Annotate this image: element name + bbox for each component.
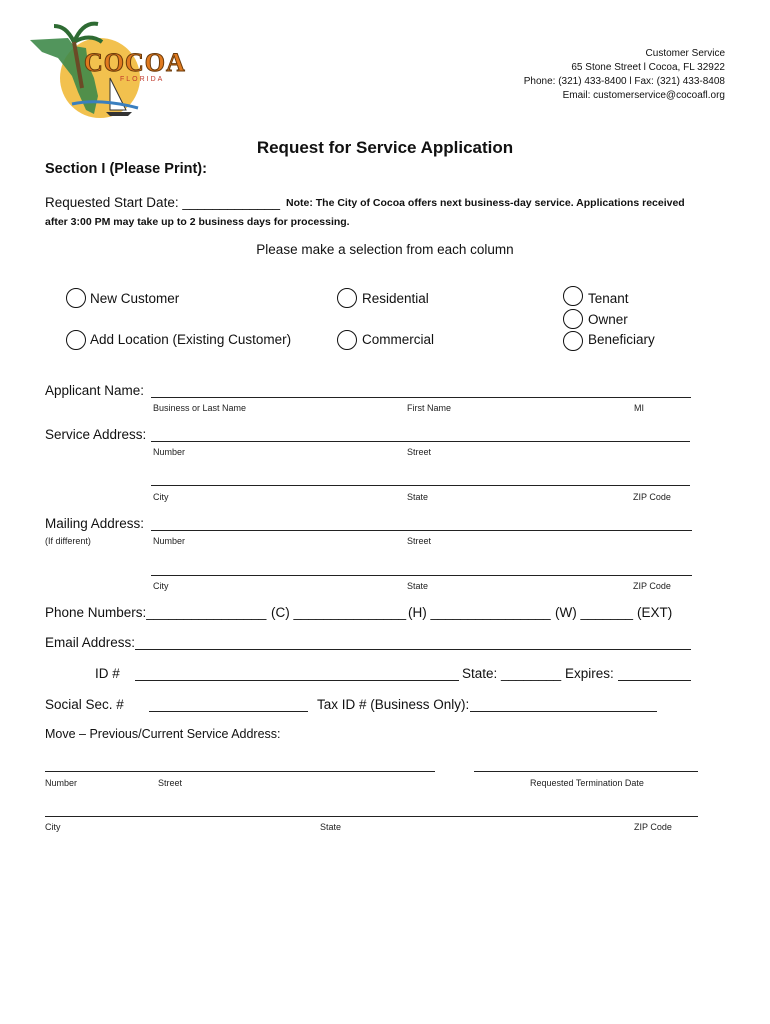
ssn-label: Social Sec. # (45, 697, 124, 712)
note-line-2: after 3:00 PM may take up to 2 business days for processing. (45, 216, 350, 228)
id-expires-field[interactable] (618, 680, 691, 681)
move-address-label: Move – Previous/Current Service Address: (45, 727, 281, 741)
section-heading: Section I (Please Print): (45, 161, 207, 177)
start-date-field[interactable]: _____________ (182, 195, 280, 210)
logo-wordmark: COCOA (84, 48, 186, 77)
label-tenant: Tenant (588, 291, 629, 306)
move-number-caption: Number (45, 778, 78, 788)
applicant-label: Applicant Name: (45, 383, 145, 398)
selection-instruction: Please make a selection from each column (256, 242, 514, 257)
city-logo (28, 18, 190, 124)
start-date-label: Requested Start Date: (45, 195, 179, 210)
mailing-city-caption: City (153, 581, 169, 591)
id-expires-label: Expires: (565, 666, 614, 681)
contact-dept: Customer Service (645, 48, 725, 59)
contact-phone: Phone: (321) 433-8400 l Fax: (321) 433-8408 (523, 76, 725, 87)
mailing-state-caption: State (407, 581, 429, 591)
mailing-city-field[interactable] (151, 575, 692, 576)
move-city-field[interactable] (45, 816, 698, 817)
radio-add-location[interactable] (66, 330, 86, 350)
label-commercial: Commercial (362, 332, 435, 347)
label-new-customer: New Customer (90, 291, 180, 306)
service-street-caption: Street (407, 447, 432, 457)
tax-id-label: Tax ID # (Business Only): (317, 697, 470, 712)
applicant-first-caption: First Name (407, 403, 452, 413)
move-city-caption: City (45, 822, 61, 832)
service-city-field[interactable] (151, 485, 690, 486)
move-street-field[interactable] (45, 771, 435, 772)
label-residential: Residential (362, 291, 429, 306)
service-number-caption: Number (153, 447, 186, 457)
applicant-mi-caption: MI (634, 403, 644, 413)
ssn-field[interactable] (149, 711, 308, 712)
service-address-label: Service Address: (45, 427, 147, 442)
contact-email: Email: customerservice@cocoafl.org (562, 90, 725, 101)
id-state-field[interactable]: State: ________ (462, 666, 562, 681)
move-termination-field[interactable] (474, 771, 698, 772)
move-street-caption: Street (158, 778, 183, 788)
id-label: ID # (95, 666, 120, 681)
contact-block (524, 47, 725, 103)
note-line-1: Note: The City of Cocoa offers next business-day service. Applications received (286, 197, 685, 209)
mailing-address-label: Mailing Address: (45, 516, 145, 531)
form-title: Request for Service Application (256, 138, 514, 157)
logo-subtext: FLORIDA (120, 76, 165, 83)
mailing-street-caption: Street (407, 536, 432, 546)
email-label: Email Address: (45, 635, 136, 650)
label-add-location: Add Location (Existing Customer) (90, 332, 292, 347)
radio-owner[interactable] (563, 309, 583, 329)
move-termination-caption: Requested Termination Date (530, 778, 644, 788)
radio-new-customer[interactable] (66, 288, 86, 308)
mailing-zip-caption: ZIP Code (633, 581, 671, 591)
label-owner: Owner (588, 312, 628, 327)
mailing-number-caption: Number (153, 536, 186, 546)
phone-ext-label: (EXT) (637, 605, 673, 620)
id-number-field[interactable] (135, 680, 459, 681)
mailing-ifdiff-caption: (If different) (45, 536, 91, 546)
applicant-name-field[interactable] (151, 397, 691, 398)
service-zip-caption: ZIP Code (633, 492, 671, 502)
phone-numbers-label[interactable]: Phone Numbers:________________ (45, 605, 267, 620)
radio-residential[interactable] (337, 288, 357, 308)
radio-commercial[interactable] (337, 330, 357, 350)
mailing-street-field[interactable] (151, 530, 692, 531)
label-beneficiary: Beneficiary (588, 332, 655, 347)
service-state-caption: State (407, 492, 429, 502)
phone-home-field[interactable]: (H) ________________ (408, 605, 551, 620)
email-field[interactable] (135, 649, 691, 650)
phone-work-field[interactable]: (W) _______ (555, 605, 634, 620)
move-zip-caption: ZIP Code (634, 822, 672, 832)
move-state-caption: State (320, 822, 342, 832)
phone-cell-field[interactable]: (C) _______________ (271, 605, 407, 620)
tax-id-field[interactable] (470, 711, 657, 712)
radio-tenant[interactable] (563, 286, 583, 306)
radio-beneficiary[interactable] (563, 331, 583, 351)
service-street-field[interactable] (151, 441, 690, 442)
contact-address: 65 Stone Street l Cocoa, FL 32922 (571, 62, 725, 73)
service-city-caption: City (153, 492, 169, 502)
applicant-last-caption: Business or Last Name (153, 403, 247, 413)
